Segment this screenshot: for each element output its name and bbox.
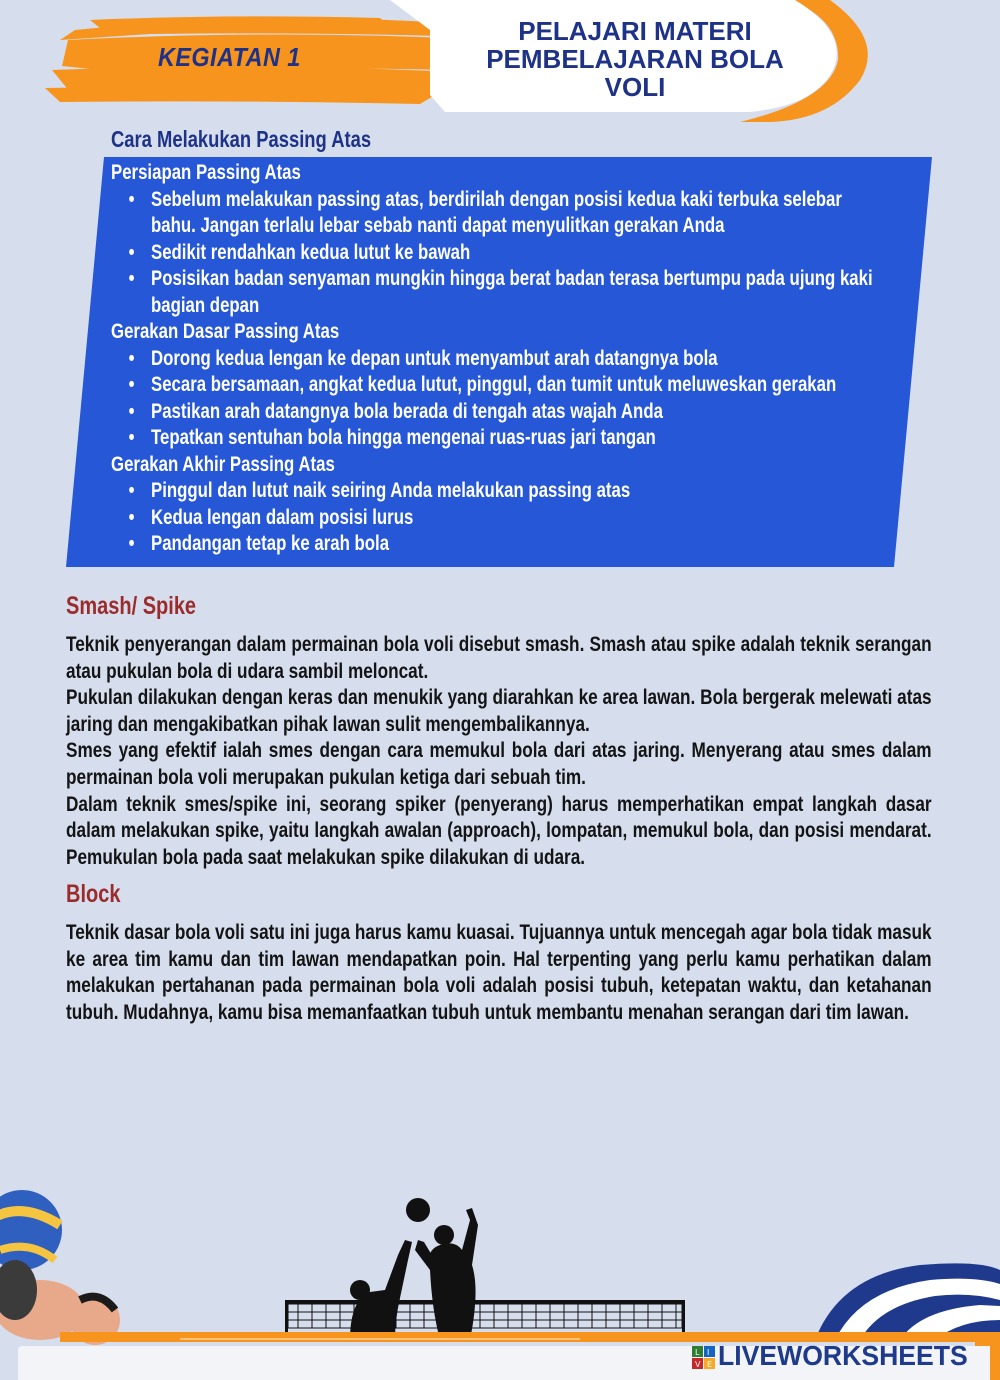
paragraph: Teknik dasar bola voli satu ini juga harus kamu kuasai. Tujuannya untuk mencegah agar bola tidak masuk ke area tim kamu dan tim lawan mendapatkan poin. Hal terpenting yang perlu kamu perhatikan dalam melakukan pertahanan pada permainan bola voli adalah posisi tubuh, ketepatan waktu, dan ketahanan tubuh. Mudahnya, kamu bisa memanfaatkan tubuh untuk membantu menahan serangan dari tim lawan. [66, 920, 932, 1024]
group-title: Gerakan Dasar Passing Atas [111, 320, 340, 343]
logo-letter: V [695, 1360, 701, 1369]
smash-text [66, 631, 932, 870]
block-heading: Block [66, 880, 121, 908]
list-item: • Kedua lengan dalam posisi lurus [151, 505, 891, 532]
page-title-line: PEMBELAJARAN BOLA [486, 44, 784, 74]
players-silhouette [350, 1198, 478, 1340]
list-item: • Posisikan badan senyaman mungkin hingga berat badan terasa bertumpu pada ujung kaki bagian depan [151, 266, 891, 319]
paragraph: Smes yang efektif ialah smes dengan cara memukul bola dari atas jaring. Menyerang atau smes dalam permainan bola voli merupakan pukulan ketiga dari sebuah tim. [66, 738, 932, 789]
list-item: • Tepatkan sentuhan bola hingga mengenai ruas-ruas jari tangan [151, 425, 891, 452]
step-list [111, 187, 891, 320]
list-item: • Pandangan tetap ke arah bola [151, 531, 891, 558]
logo-letter: I [707, 1348, 710, 1357]
block-text [66, 919, 932, 1025]
paragraph: Pukulan dilakukan dengan keras dan menukik yang diarahkan ke area lawan. Bola bergerak melewati atas jaring dan mengakibatkan pihak lawan sulit mengembalikannya. [66, 685, 932, 736]
passing-section-heading: Cara Melakukan Passing Atas [111, 126, 372, 152]
passing-steps [111, 160, 891, 558]
logo-letter: L [695, 1348, 700, 1357]
activity-label: KEGIATAN 1 [158, 42, 301, 72]
list-item: • Sebelum melakukan passing atas, berdirilah dengan posisi kedua kaki terbuka selebar bahu. Jangan terlalu lebar sebab nanti dapat menyulitkan gerakan Anda [151, 187, 891, 240]
step-list [111, 346, 891, 452]
group-title: Persiapan Passing Atas [111, 161, 301, 184]
group-title: Gerakan Akhir Passing Atas [111, 452, 335, 476]
list-item: • Dorong kedua lengan ke depan untuk menyambut arah datangnya bola [151, 346, 891, 373]
list-item: • Pinggul dan lutut naik seiring Anda melakukan passing atas [151, 478, 891, 505]
list-item: • Pastikan arah datangnya bola berada di tengah atas wajah Anda [151, 399, 891, 426]
logo-letter: E [707, 1360, 713, 1369]
page-title-line: PELAJARI MATERI [518, 16, 752, 46]
smash-heading: Smash/ Spike [66, 592, 197, 620]
paragraph: Dalam teknik smes/spike ini, seorang spiker (penyerang) harus memperhatikan empat langkah dasar dalam melakukan spike, yaitu langkah awalan (approach), lompatan, memukul bola, dan posisi mendarat. Pemukulan bola pada saat melakukan spike dilakukan di udara. [66, 791, 932, 869]
list-item: • Secara bersamaan, angkat kedua lutut, pinggul, dan tumit untuk meluweskan gerakan [151, 372, 891, 399]
step-list [111, 478, 891, 558]
liveworksheets-link[interactable]: LIVEWORKSHEETS [718, 1340, 968, 1371]
page-title-line: VOLI [604, 72, 666, 102]
liveworksheets-logo-icon [692, 1346, 716, 1370]
volleyball-ball-image [815, 1263, 1000, 1340]
paragraph: Teknik penyerangan dalam permainan bola voli disebut smash. Smash atau spike adalah teknik serangan atau pukulan bola di udara sambil meloncat. [66, 632, 932, 683]
left-player-image [0, 1190, 120, 1345]
list-item: • Sedikit rendahkan kedua lutut ke bawah [151, 240, 891, 267]
